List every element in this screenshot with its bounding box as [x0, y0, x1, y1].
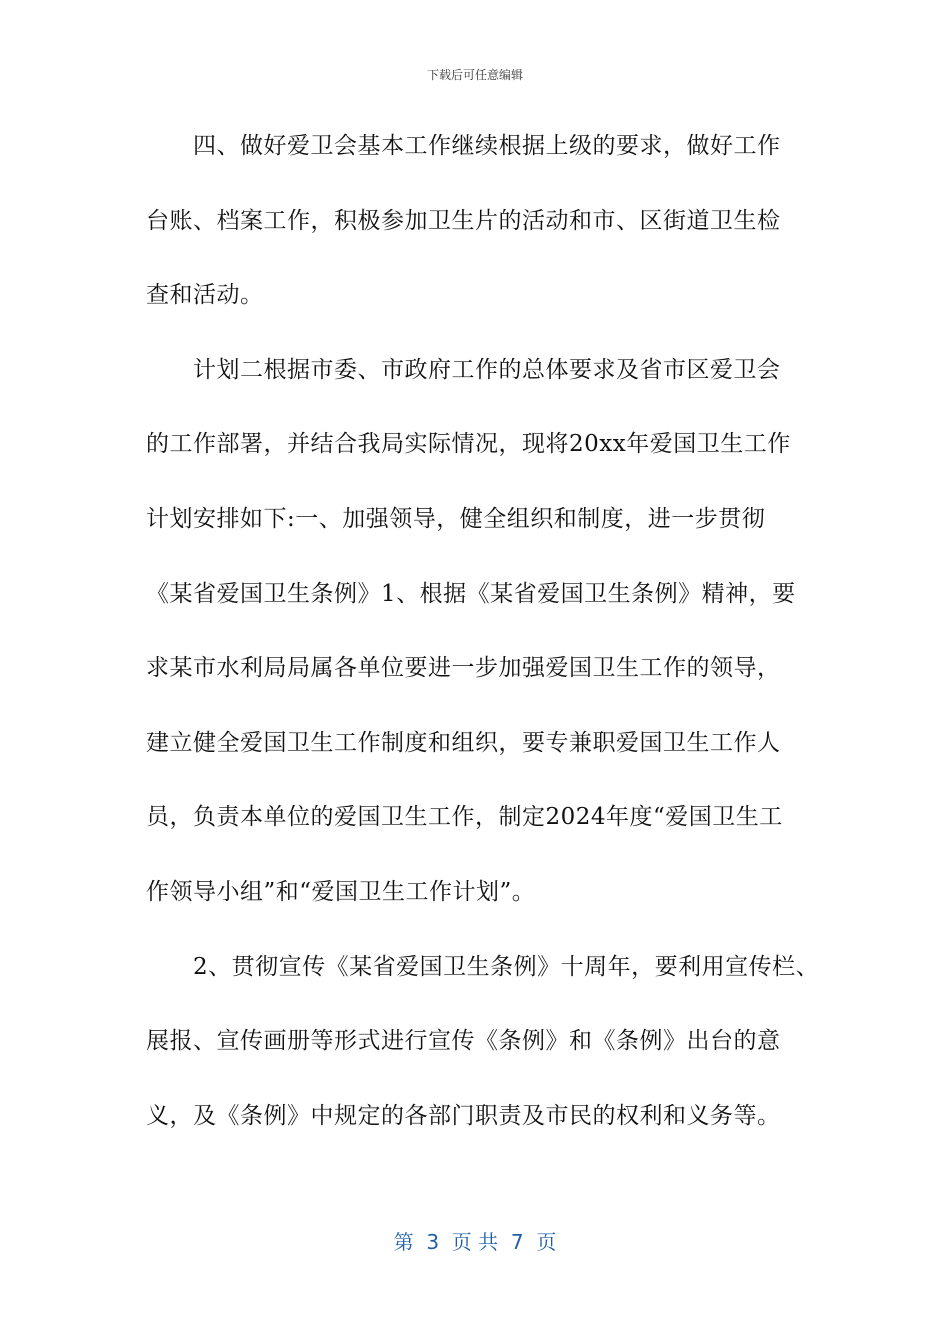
document-body [146, 126, 846, 1170]
text-line: 作领导小组”和“爱国卫生工作计划”。 [146, 878, 536, 905]
header-note: 下载后可任意编辑 [426, 68, 523, 82]
text-line: 《某省爱国卫生条例》1、根据《某省爱国卫生条例》精神，要 [146, 580, 796, 607]
text-line: 求某市水利局局属各单位要进一步加强爱国卫生工作的领导， [146, 655, 781, 682]
text-line: 建立健全爱国卫生工作制度和组织，要专兼职爱国卫生工作人 [146, 729, 781, 756]
text-line: 查和活动。 [146, 282, 264, 309]
text-line: 计划二根据市委、市政府工作的总体要求及省市区爱卫会 [193, 356, 781, 383]
text-line: 义，及《条例》中规定的各部门职责及市民的权利和义务等。 [146, 1102, 781, 1129]
text-line: 的工作部署，并结合我局实际情况，现将20xx年爱国卫生工作 [146, 431, 791, 458]
text-line: 台账、档案工作，积极参加卫生片的活动和市、区街道卫生检 [146, 207, 781, 234]
text-line: 展报、宣传画册等形式进行宣传《条例》和《条例》出台的意 [146, 1028, 781, 1055]
text-line: 计划安排如下:一、加强领导，健全组织和制度，进一步贯彻 [146, 505, 766, 532]
text-line: 员，负责本单位的爱国卫生工作，制定2024年度“爱国卫生工 [146, 804, 783, 831]
text-line: 四、做好爱卫会基本工作继续根据上级的要求，做好工作 [193, 133, 781, 159]
page-number: 第 3 页 共 7 页 [393, 1230, 557, 1254]
text-line: 2、贯彻宣传《某省爱国卫生条例》十周年，要利用宣传栏、 [193, 953, 820, 980]
